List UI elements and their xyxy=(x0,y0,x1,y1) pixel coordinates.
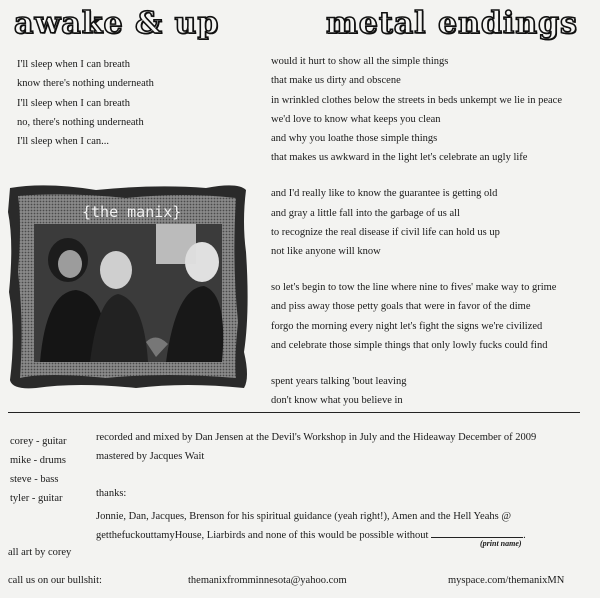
lyric-line: and I'd really like to know the guarantee is getting old xyxy=(271,188,498,200)
band-photo xyxy=(6,182,250,392)
member-item: corey - guitar xyxy=(10,436,67,447)
recording-credits xyxy=(96,428,581,466)
mastered-credit: mastered by Jacques Wait xyxy=(96,451,205,462)
lyric-line: and gray a little fall into the garbage of us all xyxy=(271,207,460,219)
section-divider xyxy=(8,412,580,413)
lyric-line: that make us dirty and obscene xyxy=(271,75,401,87)
lyric-line: forgo the morning every night let's fight the signs we're civilized xyxy=(271,320,543,332)
lyric-line: so let's begin to tow the line where nine to fives' make way to grime xyxy=(271,282,557,294)
contact-email: themanixfromminnesota@yahoo.com xyxy=(188,575,347,586)
band-name: {the manix} xyxy=(82,203,182,221)
contact-website: myspace.com/themanixMN xyxy=(448,575,565,586)
lyric-line: would it hurt to show all the simple things xyxy=(271,56,449,67)
stanza-gap xyxy=(271,168,562,185)
thanks-body: Jonnie, Dan, Jacques, Brenson for his spiritual guidance (yeah right!), Amen and the Hell Yeahs @ getthefuckouttamyHouse, Liarbirds and none of this would be possible without xyxy=(96,511,511,541)
awake-and-up-lyrics xyxy=(17,55,154,151)
lyric-line: we'd love to know what keeps you clean xyxy=(271,113,441,125)
lyric-line: don't know what you believe in xyxy=(271,395,403,407)
member-item: mike - drums xyxy=(10,455,66,466)
metal-endings-title: metal endings xyxy=(326,6,578,41)
lyric-line: know there's nothing underneath xyxy=(17,78,154,90)
print-name-caption: (print name) xyxy=(480,539,522,548)
recorded-credit: recorded and mixed by Dan Jensen at the Devil's Workshop in July and the Hideaway December of 2009 xyxy=(96,432,537,443)
lyric-line: in wrinkled clothes below the streets in beds unkempt we lie in peace xyxy=(271,94,563,106)
lyric-line: not like anyone will know xyxy=(271,246,381,258)
lyric-line: and piss away those petty goals that were in favor of the dime xyxy=(271,301,531,313)
member-item: tyler - guitar xyxy=(10,493,63,504)
stanza-gap xyxy=(271,355,562,372)
lyric-line: and why you loathe those simple things xyxy=(271,133,438,145)
print-name-blank xyxy=(431,527,523,538)
contact-label: call us on our bullshit: xyxy=(8,575,102,586)
thanks-end: . xyxy=(523,530,526,541)
lyric-line: spent years talking 'bout leaving xyxy=(271,375,407,387)
art-credit: all art by corey xyxy=(8,547,72,558)
band-members xyxy=(10,432,67,508)
lyric-line: no, there's nothing underneath xyxy=(17,116,144,128)
lyric-line: that makes us awkward in the light let's celebrate an ugly life xyxy=(271,152,528,164)
lyric-line: I'll sleep when I can breath xyxy=(17,97,130,109)
lyric-line: I'll sleep when I can breath xyxy=(17,59,130,70)
lyric-line: to recognize the real disease if civil life can hold us up xyxy=(271,226,500,238)
lyric-line: I'll sleep when I can... xyxy=(17,136,109,148)
thanks-label: thanks: xyxy=(96,488,127,499)
metal-endings-lyrics xyxy=(271,52,562,411)
member-item: steve - bass xyxy=(10,474,59,485)
awake-and-up-title: awake & up xyxy=(14,6,220,41)
stanza-gap xyxy=(271,262,562,279)
lyric-line: and celebrate those simple things that only lowly fucks could find xyxy=(271,340,548,352)
